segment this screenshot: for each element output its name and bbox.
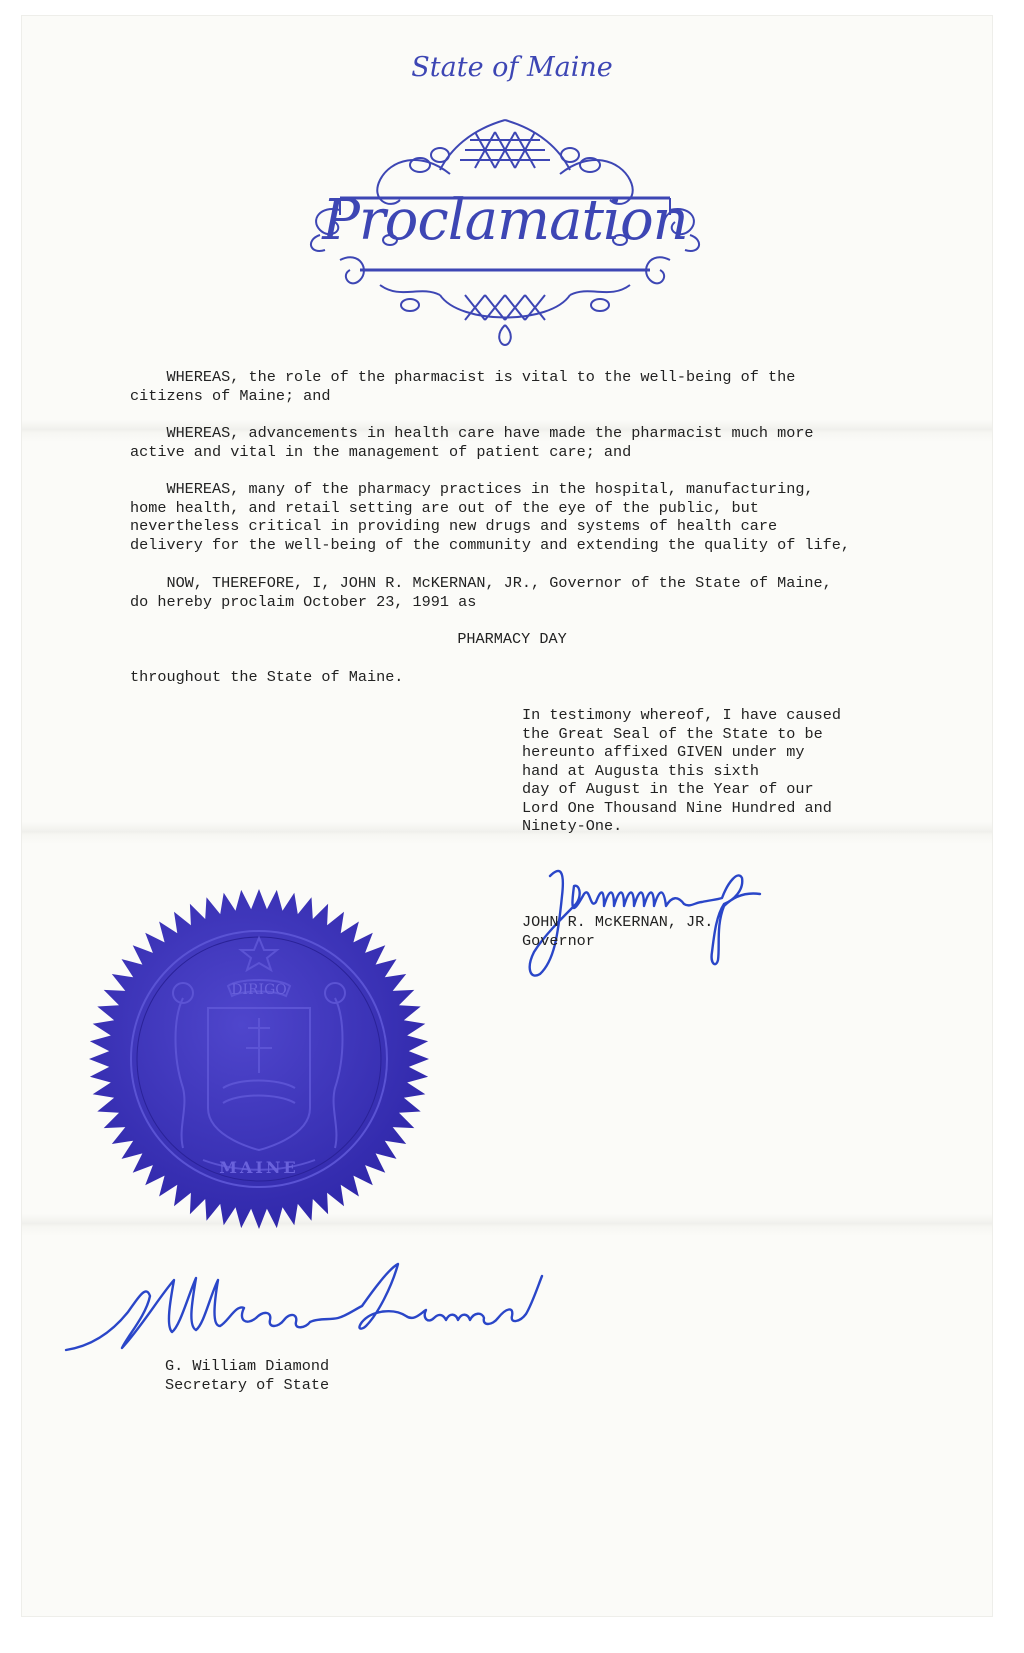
- seal-state: MAINE: [219, 1158, 299, 1177]
- proclaimed-day: PHARMACY DAY: [457, 630, 567, 648]
- whereas-paragraph-1: WHEREAS, the role of the pharmacist is vital to the well-being of the citizens of Maine; and: [130, 368, 796, 405]
- secretary-signature: [62, 1256, 552, 1368]
- great-seal-of-maine: [88, 888, 430, 1230]
- governor-title: Governor: [522, 931, 595, 950]
- governor-name-block: [522, 913, 713, 950]
- whereas-paragraph-2: WHEREAS, advancements in health care have made the pharmacist much more active and vital in the management of patient care; and: [130, 424, 814, 461]
- secretary-title: Secretary of State: [165, 1375, 330, 1394]
- secretary-name: G. William Diamond: [165, 1357, 330, 1375]
- paper-fold-middle: [22, 822, 992, 844]
- whereas-paragraph-3: WHEREAS, many of the pharmacy practices in the hospital, manufacturing, home health, and retail setting are out of the eye of the public, but nevertheless critical in providing new drugs and systems of health care delivery for the well-being of the community and extending the quality of life,: [130, 480, 851, 554]
- proclamation-title: Proclamation: [322, 188, 688, 253]
- testimony-block: In testimony whereof, I have caused the Great Seal of the State to be hereunto affixed GIVEN under my hand at Augusta this sixth day of August in the Year of our Lord One Thousand Nine Hundred and Ninety-One.: [522, 706, 841, 835]
- now-therefore-paragraph: NOW, THEREFORE, I, JOHN R. McKERNAN, JR., Governor of the State of Maine, do hereby proclaim October 23, 1991 as: [130, 574, 832, 611]
- seal-motto: DIRIGO: [231, 982, 287, 998]
- secretary-name-block: [165, 1357, 329, 1394]
- governor-name: JOHN R. McKERNAN, JR.: [522, 913, 714, 931]
- state-of-maine-heading: State of Maine: [411, 52, 613, 83]
- closing-line: throughout the State of Maine.: [130, 668, 404, 686]
